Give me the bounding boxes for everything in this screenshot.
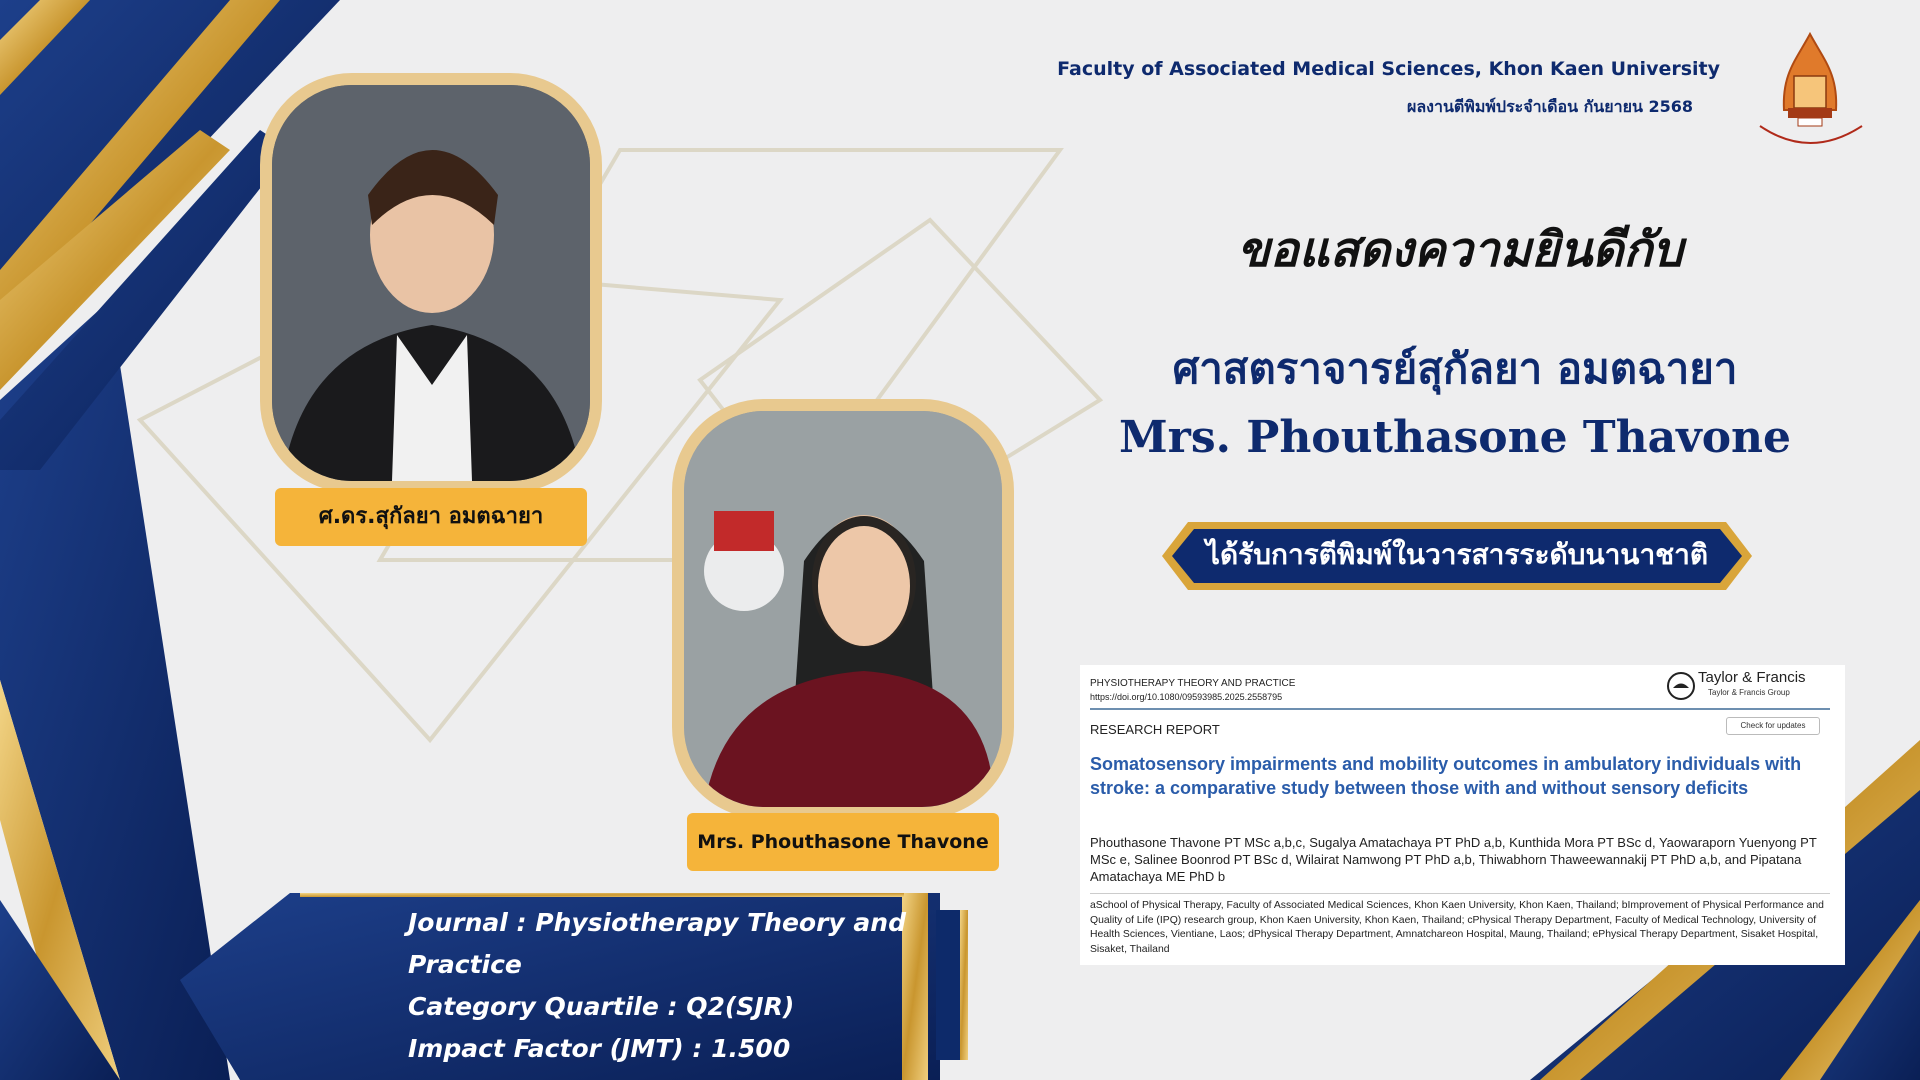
paper-journal-name: PHYSIOTHERAPY THEORY AND PRACTICE (1090, 678, 1296, 689)
category-quartile: Category Quartile : Q2(SJR) (408, 992, 795, 1021)
header-rule (1090, 708, 1830, 710)
publication-month: ผลงานตีพิมพ์ประจำเดือน กันยายน 2568 (1406, 97, 1693, 116)
impact-factor: Impact Factor (JMT) : 1.500 (408, 1034, 791, 1063)
check-for-updates-button[interactable]: Check for updates (1726, 717, 1820, 735)
affiliation-rule (1090, 893, 1830, 894)
article-type: RESEARCH REPORT (1090, 722, 1220, 737)
journal-name-line1: Journal : Physiotherapy Theory and (408, 908, 906, 937)
faculty-logo (1752, 30, 1868, 150)
paper-snippet (1080, 665, 1845, 965)
journal-name-line2: Practice (408, 950, 522, 979)
honoree-name-thai: ศาสตราจารย์สุกัลยา อมตฉายา (1172, 344, 1738, 393)
honoree-name-english: Mrs. Phouthasone Thavone (1118, 412, 1792, 463)
portrait-placeholder-2 (684, 411, 1002, 807)
photo-professor (260, 73, 602, 493)
taylor-francis-logo-icon (1666, 671, 1696, 701)
caption-professor: ศ.ดร.สุกัลยา อมตฉายา (275, 488, 587, 546)
badge-label: ได้รับการตีพิมพ์ในวารสารระดับนานาชาติ (1205, 538, 1709, 571)
portrait-placeholder-1 (272, 85, 590, 481)
photo-phouthasone (672, 399, 1014, 819)
paper-affiliations: aSchool of Physical Therapy, Faculty of Associated Medical Sciences, Khon Kaen University, Khon Kaen, Thailand; bImprovement of Physical Performance and Quality of Life (IPQ) research group, Khon Kaen University, Khon Kaen, Thailand; cPhysical Therapy Department, Faculty of Medical Technology, University of Health Sciences, Vientiane, Laos; dPhysical Therapy Department, Amnatchareon Hospital, Maung, Thailand; ePhysical Therapy Department, Sisaket Hospital, Sisaket, Thailand (1090, 900, 1824, 955)
congratulations-heading: ขอแสดงความยินดีกับ (1237, 222, 1683, 278)
faculty-title: Faculty of Associated Medical Sciences, Khon Kaen University (1057, 58, 1720, 80)
caption-phouthasone: Mrs. Phouthasone Thavone (687, 813, 999, 871)
publisher-name: Taylor & Francis (1698, 669, 1806, 686)
publisher-group: Taylor & Francis Group (1708, 688, 1790, 697)
paper-doi: https://doi.org/10.1080/09593985.2025.2558795 (1090, 692, 1283, 702)
journal-info (408, 902, 918, 1070)
paper-title: Somatosensory impairments and mobility outcomes in ambulatory individuals with stroke: a comparative study between those with and without sensory deficits (1090, 754, 1802, 798)
paper-authors: Phouthasone Thavone PT MSc a,b,c, Sugalya Amatachaya PT PhD a,b, Kunthida Mora PT BSc d, Yaowaraporn Yuenyong PT MSc e, Salinee Boonrod PT BSc d, Wilairat Namwong PT PhD a,b, Thiwabhorn Thaweewannakij PT PhD a,b, and Pipatana Amatachaya ME PhD b (1090, 835, 1817, 884)
